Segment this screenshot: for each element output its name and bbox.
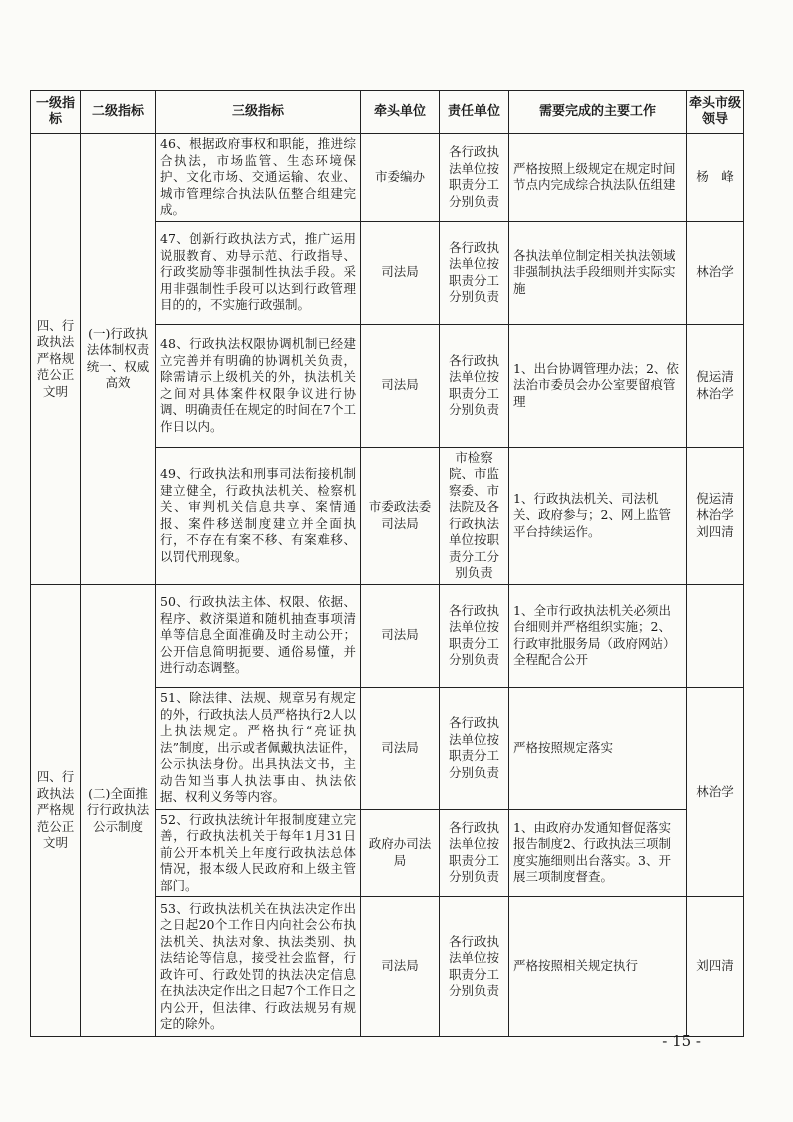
header-lead-unit: 牵头单位 <box>361 91 440 134</box>
level2-cell-a: (一)行政执法体制权责统一、权威高效 <box>81 134 156 585</box>
level1-cell-b: 四、行政执法严格规范公正文明 <box>31 584 81 1037</box>
leader-cell-merged: 林治学 <box>687 687 744 897</box>
responsible-unit-cell: 各行政执法单位按职责分工分别负责 <box>440 221 509 324</box>
level3-cell: 51、除法律、法规、规章另有规定的外，行政执法人员严格执行2人以上执法规定。严格执行“亮证执法”制度，出示或者佩戴执法证件，公示执法身份。出具执法文书，主动告知当事人执法事由、执法依据、权利义务等内容。 <box>156 687 361 809</box>
leader-cell: 倪运清林治学 <box>687 324 744 447</box>
responsible-unit-cell: 各行政执法单位按职责分工分别负责 <box>440 134 509 222</box>
header-row <box>31 91 744 134</box>
main-work-cell: 严格按照相关规定执行 <box>509 897 687 1037</box>
lead-unit-cell: 市委编办 <box>361 134 440 222</box>
lead-unit-cell: 司法局 <box>361 324 440 447</box>
header-level3: 三级指标 <box>156 91 361 134</box>
lead-unit-cell: 市委政法委司法局 <box>361 447 440 584</box>
level1-cell-a: 四、行政执法严格规范公正文明 <box>31 134 81 585</box>
header-level1: 一级指标 <box>31 91 81 134</box>
level3-cell: 48、行政执法权限协调机制已经建立完善并有明确的协调机关负责，除需请示上级机关的外，执法机关之间对具体案件权限争议进行协调、明确责任在规定的时间在7个工作日以内。 <box>156 324 361 447</box>
indicator-table <box>30 90 744 1037</box>
responsible-unit-cell: 各行政执法单位按职责分工分别负责 <box>440 584 509 687</box>
main-work-cell: 1、出台协调管理办法；2、依法治市委员会办公室要留痕管理 <box>509 324 687 447</box>
leader-cell: 刘四清 <box>687 897 744 1037</box>
lead-unit-cell: 司法局 <box>361 221 440 324</box>
main-work-cell: 1、全市行政执法机关必须出台细则并严格组织实施；2、行政审批服务局（政府网站）全程配合公开 <box>509 584 687 687</box>
responsible-unit-cell: 各行政执法单位按职责分工分别负责 <box>440 809 509 897</box>
header-responsible-unit: 责任单位 <box>440 91 509 134</box>
leader-cell: 杨 峰 <box>687 134 744 222</box>
table-row <box>31 134 744 222</box>
header-lead-leader: 牵头市级领导 <box>687 91 744 134</box>
table-row <box>31 584 744 687</box>
leader-cell <box>687 584 744 687</box>
level3-cell: 53、行政执法机关在执法决定作出之日起20个工作日内向社会公布执法机关、执法对象、执法类别、执法结论等信息，接受社会监督，行政许可、行政处罚的执法决定信息在执法决定作出之日起7个工作日之内公开，但法律、行政法规另有规定的除外。 <box>156 897 361 1037</box>
level3-cell: 49、行政执法和刑事司法衔接机制建立健全，行政执法机关、检察机关、审判机关信息共享、案情通报、案件移送制度建立并全面执行，不存在有案不移、有案难移、以罚代刑现象。 <box>156 447 361 584</box>
lead-unit-cell: 司法局 <box>361 897 440 1037</box>
lead-unit-cell: 政府办司法局 <box>361 809 440 897</box>
level3-cell: 46、根据政府事权和职能，推进综合执法，市场监管、生态环境保护、文化市场、交通运输、农业、城市管理综合执法队伍整合组建完成。 <box>156 134 361 222</box>
responsible-unit-cell: 市检察院、市监察委、市法院及各行政执法单位按职责分工分别负责 <box>440 447 509 584</box>
main-work-cell: 严格按照规定落实 <box>509 687 687 809</box>
responsible-unit-cell: 各行政执法单位按职责分工分别负责 <box>440 324 509 447</box>
main-work-cell: 1、行政执法机关、司法机关、政府参与；2、网上监管平台持续运作。 <box>509 447 687 584</box>
leader-cell: 林治学 <box>687 221 744 324</box>
responsible-unit-cell: 各行政执法单位按职责分工分别负责 <box>440 687 509 809</box>
level2-cell-b: (二)全面推行行政执法公示制度 <box>81 584 156 1037</box>
lead-unit-cell: 司法局 <box>361 687 440 809</box>
responsible-unit-cell: 各行政执法单位按职责分工分别负责 <box>440 897 509 1037</box>
lead-unit-cell: 司法局 <box>361 584 440 687</box>
level3-cell: 52、行政执法统计年报制度建立完善，行政执法机关于每年1月31日前公开本机关上年度行政执法总体情况，报本级人民政府和上级主管部门。 <box>156 809 361 897</box>
level3-cell: 50、行政执法主体、权限、依据、程序、救济渠道和随机抽查事项清单等信息全面准确及时主动公开；公开信息简明扼要、通俗易懂，并进行动态调整。 <box>156 584 361 687</box>
leader-cell: 倪运清林治学刘四清 <box>687 447 744 584</box>
level3-cell: 47、创新行政执法方式，推广运用说服教育、劝导示范、行政指导、行政奖励等非强制性执法手段。采用非强制性手段可以达到行政管理目的的，不实施行政强制。 <box>156 221 361 324</box>
main-work-cell: 各执法单位制定相关执法领域非强制执法手段细则并实际实施 <box>509 221 687 324</box>
main-work-cell: 1、由政府办发通知督促落实报告制度2、行政执法三项制度实施细则出台落实。3、开展三项制度督查。 <box>509 809 687 897</box>
header-main-work: 需要完成的主要工作 <box>509 91 687 134</box>
page-number: - 15 - <box>662 1032 701 1050</box>
main-work-cell: 严格按照上级规定在规定时间节点内完成综合执法队伍组建 <box>509 134 687 222</box>
header-level2: 二级指标 <box>81 91 156 134</box>
